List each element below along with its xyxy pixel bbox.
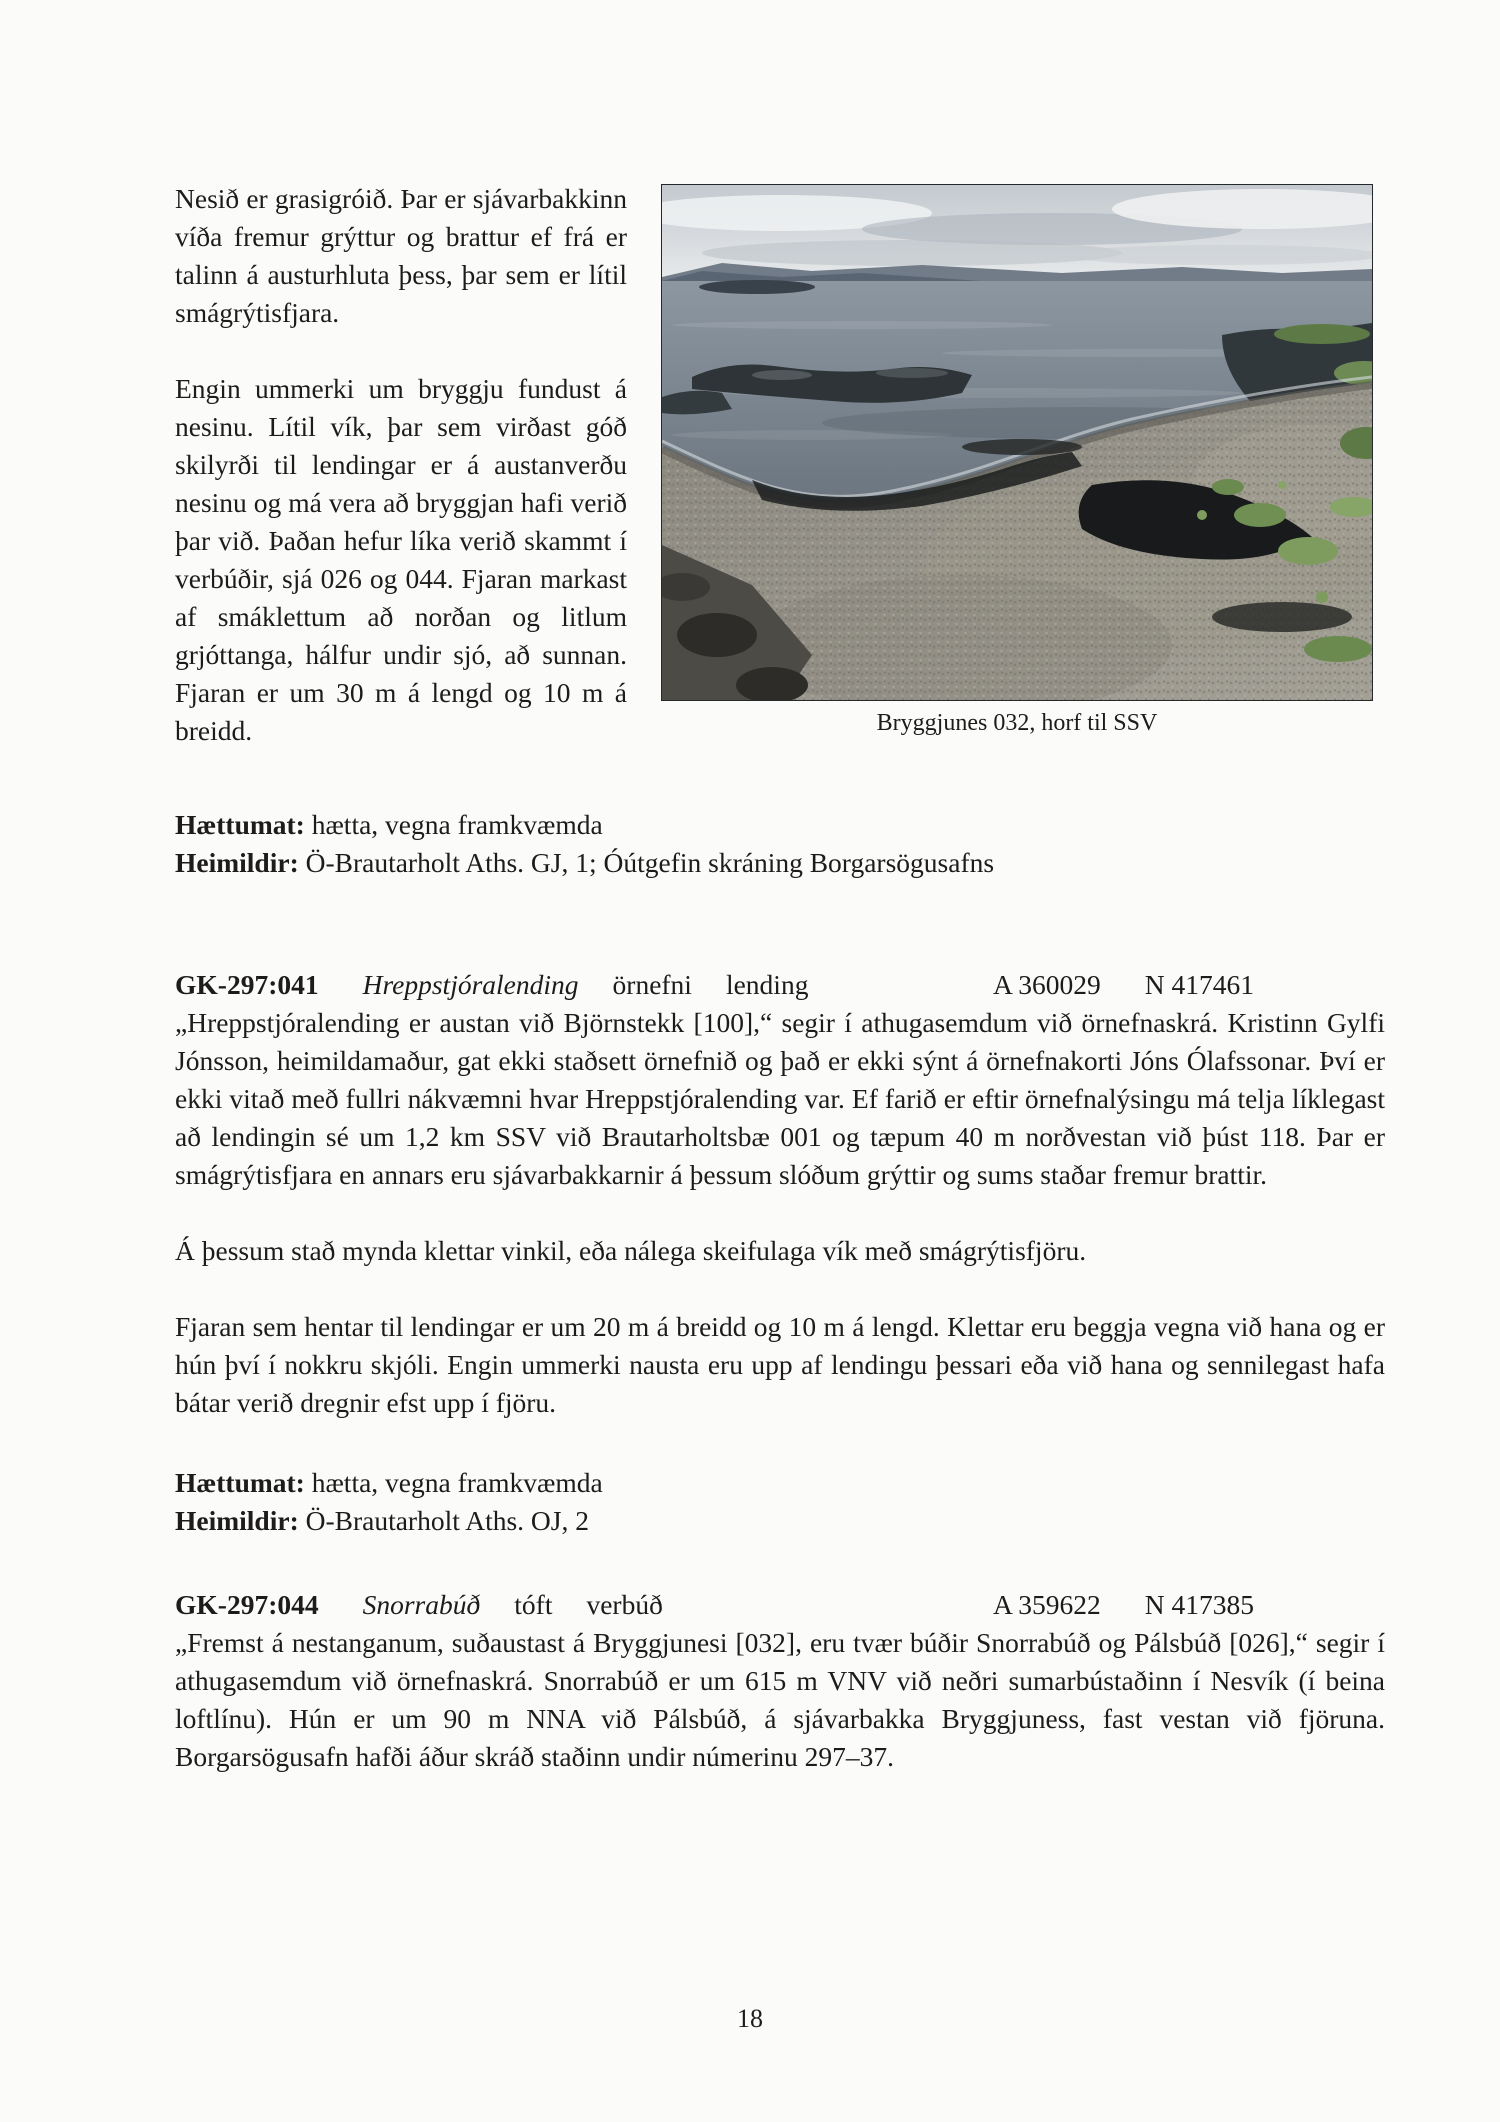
hazard-line bbox=[175, 1464, 1385, 1502]
assessment-block bbox=[175, 1464, 1385, 1540]
photo-figure bbox=[661, 184, 1373, 738]
entry-id: GK-297:044 bbox=[175, 1589, 319, 1620]
entry-type: tóft bbox=[514, 1589, 553, 1620]
entry-body bbox=[175, 1004, 1385, 1422]
entry-coordinates bbox=[993, 966, 1254, 1004]
left-text-column bbox=[175, 180, 627, 750]
hazard-label: Hættumat: bbox=[175, 809, 305, 840]
entry-name: Hreppstjóralending bbox=[362, 969, 579, 1000]
entry-type: verbúð bbox=[586, 1589, 663, 1620]
entry-gk-297-041 bbox=[175, 966, 1385, 1540]
entry-heading bbox=[175, 966, 1385, 1004]
sources-text: Ö-Brautarholt Aths. GJ, 1; Óútgefin skráning Borgarsögusafns bbox=[305, 847, 995, 878]
body-paragraph: Nesið er grasigróið. Þar er sjávarbakkinn víða fremur grýttur og brattur ef frá er talinn á austurhluta þess, þar sem er lítil smágrýtisfjara. bbox=[175, 183, 627, 328]
body-paragraph: „Hreppstjóralending er austan við Björnstekk [100],“ segir í athugasemdum við örnefnaskrá. Kristinn Gylfi Jónsson, heimildamaður, gat ekki staðsett örnefnið og það er ekki sýnt á örnefnakorti Jóns Ólafssonar. Því er ekki vitað með fullri nákvæmni hvar Hreppstjóralending var. Ef farið er eftir örnefnalýsingu má telja líklegast að lendingin sé um 1,2 km SSV við Brautarholtsbæ 001 og tæpum 40 m norðvestan við þúst 118. Þar er smágrýtisfjara en annars eru sjávarbakkarnir á þessum slóðum grýttir og sums staðar fremur brattir. bbox=[175, 1007, 1385, 1190]
page-number: 18 bbox=[737, 2004, 763, 2033]
sources-label: Heimildir: bbox=[175, 1505, 299, 1536]
coastal-photo-illustration bbox=[662, 185, 1372, 700]
body-paragraph: Engin ummerki um bryggju fundust á nesinu. Lítil vík, þar sem virðast góð skilyrði til lendingar er á austanverðu nesinu og má vera að bryggjan hafi verið þar við. Þaðan hefur líka verið skammt í verbúðir, sjá 026 og 044. Fjaran markast af smáklettum að norðan og litlum grjóttanga, hálfur undir sjó, að sunnan. Fjaran er um 30 m á lengd og 10 m á breidd. bbox=[175, 373, 627, 746]
body-paragraph: Fjaran sem hentar til lendingar er um 20 m á breidd og 10 m á lengd. Klettar eru beggja vegna við hana og er hún því í nokkru skjóli. Engin ummerki nausta eru upp af lendingu þessari eða við hana og sennilegast hafa bátar verið dregnir efst upp í fjöru. bbox=[175, 1311, 1385, 1418]
coordinate-a: A 360029 bbox=[993, 969, 1101, 1000]
coordinate-n: N 417461 bbox=[1144, 969, 1254, 1000]
hazard-label: Hættumat: bbox=[175, 1467, 305, 1498]
coastal-photo bbox=[661, 184, 1373, 701]
entry-body bbox=[175, 1624, 1385, 1776]
entry-gk-297-044 bbox=[175, 1586, 1385, 1776]
entry-coordinates bbox=[993, 1586, 1254, 1624]
assessment-block bbox=[175, 806, 1385, 882]
photo-caption: Bryggjunes 032, horf til SSV bbox=[876, 710, 1158, 736]
sources-label: Heimildir: bbox=[175, 847, 299, 878]
top-section bbox=[175, 180, 1385, 750]
hazard-text: hætta, vegna framkvæmda bbox=[311, 1467, 603, 1498]
coordinate-n: N 417385 bbox=[1144, 1589, 1254, 1620]
coordinate-a: A 359622 bbox=[993, 1589, 1101, 1620]
body-paragraph: Á þessum stað mynda klettar vinkil, eða nálega skeifulaga vík með smágrýtisfjöru. bbox=[175, 1235, 1087, 1266]
entry-name: Snorrabúð bbox=[362, 1589, 481, 1620]
sources-line bbox=[175, 844, 1385, 882]
entry-type: lending bbox=[725, 969, 809, 1000]
sources-text: Ö-Brautarholt Aths. OJ, 2 bbox=[305, 1505, 589, 1536]
hazard-line bbox=[175, 806, 1385, 844]
entry-id: GK-297:041 bbox=[175, 969, 319, 1000]
hazard-text: hætta, vegna framkvæmda bbox=[311, 809, 603, 840]
body-paragraph: „Fremst á nestanganum, suðaustast á Bryggjunesi [032], eru tvær búðir Snorrabúð og Pálsbúð [026],“ segir í athugasemdum við örnefnaskrá. Snorrabúð er um 615 m VNV við neðri sumarbústaðinn í Nesvík (í beina loftlínu). Hún er um 90 m NNA við Pálsbúð, á sjávarbakka Bryggjuness, fast vestan við fjöruna. Borgarsögusafn hafði áður skráð staðinn undir númerinu 297–37. bbox=[175, 1627, 1385, 1772]
entry-heading bbox=[175, 1586, 1385, 1624]
entry-type: örnefni bbox=[612, 969, 692, 1000]
sources-line bbox=[175, 1502, 1385, 1540]
